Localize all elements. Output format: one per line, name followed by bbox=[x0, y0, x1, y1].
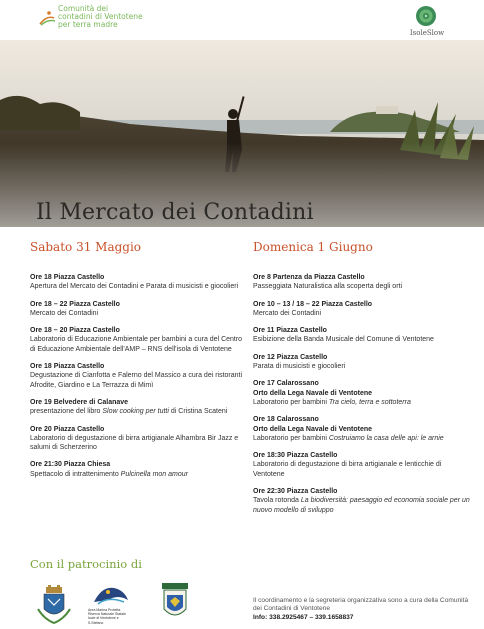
event-time: Ore 18 – 20 Piazza Castello bbox=[30, 327, 120, 335]
event-description-text: Spettacolo di intrattenimento bbox=[30, 470, 121, 478]
page-title: Il Mercato dei Contadini bbox=[36, 200, 314, 225]
book-title: Slow cooking per tutti bbox=[102, 408, 169, 416]
logo-line-1: Comunità dei bbox=[58, 4, 109, 13]
event-time: Ore 18 Piazza Castello bbox=[30, 274, 105, 281]
event-item bbox=[30, 326, 248, 354]
comune-ventotene-crest-icon bbox=[36, 585, 72, 625]
event-time: Ore 22:30 Piazza Castello bbox=[253, 488, 338, 496]
event-item bbox=[30, 460, 248, 479]
event-description: Parata di musicisti e giocolieri bbox=[253, 363, 346, 371]
event-time: Ore 18 Piazza Castello bbox=[30, 363, 105, 371]
event-description: Mercato dei Contadini bbox=[30, 309, 99, 317]
event-item bbox=[30, 273, 248, 292]
sponsor-caption-line: Isole di Ventotene e S.Stefano bbox=[88, 616, 119, 625]
event-time: Ore 20 Piazza Castello bbox=[30, 425, 105, 433]
event-item bbox=[253, 300, 471, 319]
hero-photo bbox=[0, 40, 484, 227]
snail-icon bbox=[412, 4, 438, 28]
event-description-text: Tavola rotonda bbox=[253, 497, 301, 505]
roundtable-title: La biodiversità: paesaggio ed economia sociale per un nuovo modello di sviluppo bbox=[253, 497, 470, 514]
event-description-text: di Cristina Scateni bbox=[168, 408, 228, 416]
event-location: Orto della Lega Navale di Ventotene bbox=[253, 389, 373, 397]
event-time: Ore 18 Calarossano bbox=[253, 416, 319, 424]
event-description bbox=[30, 470, 248, 479]
workshop-title: Tra cielo, terra e sottoterra bbox=[328, 398, 411, 406]
workshop-title: Costruiamo la casa delle api: le arnie bbox=[328, 434, 444, 442]
show-title: Pulcinella mon amour bbox=[120, 470, 188, 478]
event-time: Ore 19 Belvedere di Calanave bbox=[30, 398, 129, 406]
event-time: Ore 18 – 22 Piazza Castello bbox=[30, 300, 120, 308]
farmer-figure-icon bbox=[38, 9, 56, 27]
header bbox=[0, 0, 484, 40]
event-description bbox=[30, 407, 248, 416]
event-description: Laboratorio di degustazione di birra artigianale e lenticchie di Ventotene bbox=[253, 461, 442, 478]
event-time: Ore 12 Piazza Castello bbox=[253, 353, 328, 361]
event-item bbox=[30, 398, 248, 417]
coordination-text: Il coordinamento e la segreteria organizzativa sono a cura della Comunità dei Contadini di Ventotene bbox=[253, 597, 469, 613]
event-item bbox=[30, 300, 248, 319]
logo-line-2: contadini di Ventotene bbox=[58, 12, 143, 21]
event-item bbox=[253, 273, 471, 292]
event-location: Orto della Lega Navale di Ventotene bbox=[253, 425, 373, 433]
event-time: Ore 18:30 Piazza Castello bbox=[253, 452, 338, 460]
event-time: Ore 21:30 Piazza Chiesa bbox=[30, 461, 111, 469]
event-description: Apertura del Mercato dei Contadini e Parata di musicisti e giocolieri bbox=[30, 283, 239, 291]
sunday-events bbox=[253, 273, 471, 523]
event-item bbox=[253, 415, 471, 443]
event-time: Ore 10 – 13 / 18 – 22 Piazza Castello bbox=[253, 300, 373, 308]
event-description: Passeggiata Naturalistica alla scoperta degli orti bbox=[253, 283, 403, 291]
event-description-text: presentazione del libro bbox=[30, 408, 103, 416]
event-description: Esibizione della Banda Musicale del Comune di Ventotene bbox=[253, 336, 434, 344]
event-item bbox=[253, 353, 471, 372]
event-description bbox=[253, 434, 471, 443]
day-heading-sunday: Domenica 1 Giugno bbox=[253, 240, 373, 254]
event-item bbox=[253, 326, 471, 345]
event-description: Laboratorio di Educazione Ambientale per bambini a cura del Centro di Educazione Ambientale dell'AMP – RNS dell'isola di Ventotene bbox=[30, 336, 243, 353]
event-description bbox=[253, 398, 471, 407]
event-description-text: Laboratorio per bambini bbox=[253, 398, 329, 406]
logo-line-3: per terra madre bbox=[58, 20, 118, 29]
marine-wave-icon bbox=[88, 582, 134, 608]
event-description: Degustazione di Cianfotta e Falerno del Massico a cura dei ristoranti Afrodite, Giardino e La Terrazza di Mimì bbox=[30, 372, 243, 389]
event-description-text: Laboratorio per bambini bbox=[253, 434, 329, 442]
day-heading-saturday: Sabato 31 Maggio bbox=[30, 240, 142, 254]
info-phone-numbers: Info: 338.2925467 – 339.1658837 bbox=[253, 613, 354, 621]
event-item bbox=[30, 362, 248, 390]
event-time: Ore 8 Partenza da Piazza Castello bbox=[253, 274, 365, 281]
event-item bbox=[253, 379, 471, 407]
sponsor-caption-line: Riserva Naturale Statale bbox=[88, 612, 126, 617]
event-description bbox=[253, 496, 471, 515]
area-marina-protetta-logo bbox=[88, 582, 134, 626]
event-time: Ore 11 Piazza Castello bbox=[253, 327, 327, 335]
event-item bbox=[253, 487, 471, 515]
isoleslow-text: IsoleSlow bbox=[409, 29, 445, 37]
saturday-events bbox=[30, 273, 248, 487]
event-item bbox=[30, 425, 248, 453]
coordination-note bbox=[253, 597, 478, 622]
event-time: Ore 17 Calarossano bbox=[253, 380, 319, 388]
regione-lazio-crest-icon bbox=[158, 581, 192, 625]
event-description: Mercato dei Contadini bbox=[253, 309, 322, 317]
event-item bbox=[253, 451, 471, 479]
patronage-heading: Con il patrocinio di bbox=[30, 557, 142, 571]
sponsor-caption-line: Area Marina Protetta bbox=[88, 608, 121, 612]
landscape-illustration bbox=[0, 40, 484, 227]
event-description: Laboratorio di degustazione di birra artigianale Alhambra Bir Jazz e salumi di Scherzerino bbox=[30, 434, 239, 452]
